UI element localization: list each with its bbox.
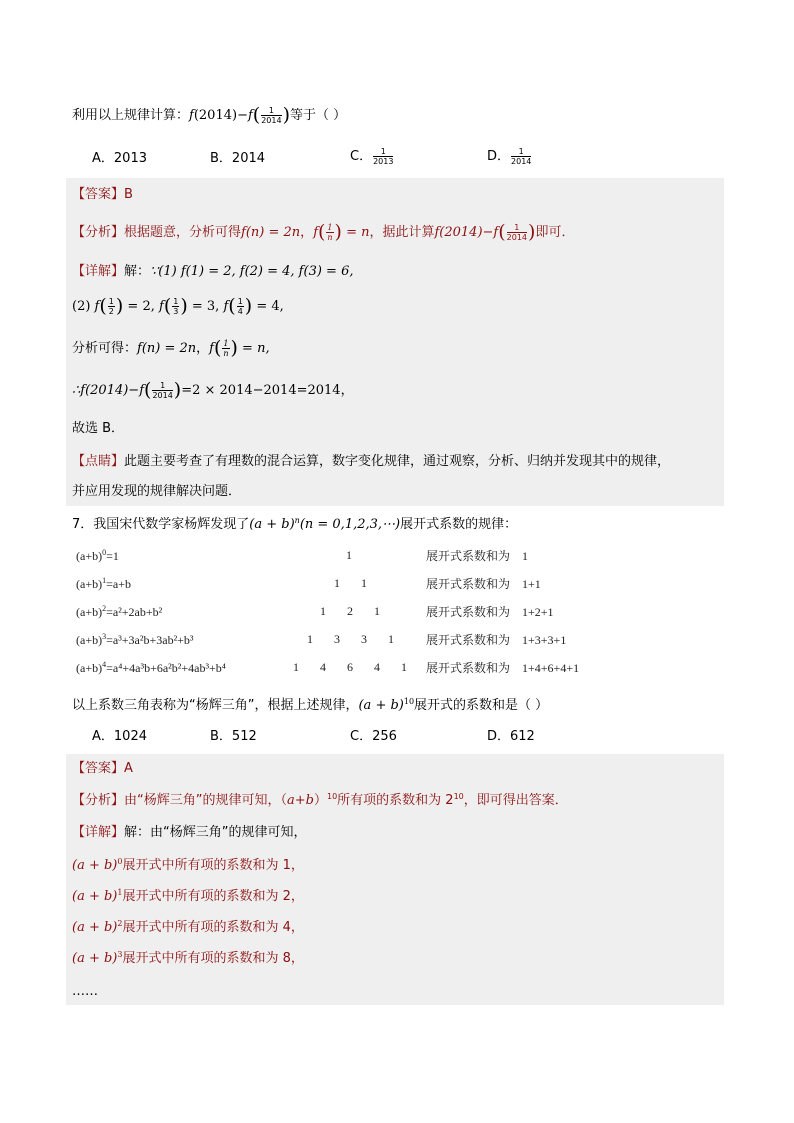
- sum-value: 1+2+1: [522, 605, 554, 619]
- analysis-expr2: f(2014)−f: [434, 225, 499, 240]
- sum-value: 1+1: [522, 577, 541, 591]
- detail-expr: ∵(1) f(1) = 2, f(2) = 4, f(3) = 6,: [150, 264, 354, 279]
- q7-stem-expr: (a + b): [249, 517, 295, 532]
- analysis-expr: a+b: [287, 793, 314, 808]
- q7-stem2-sup: 10: [403, 697, 415, 706]
- q7-stem-expr2: (n = 0,1,2,3,⋯): [299, 517, 401, 532]
- analysis-fraction2: [507, 223, 527, 242]
- sum-label: 展开式系数和为: [426, 605, 511, 619]
- detail-sup: 2: [117, 919, 123, 928]
- q6-stem-end: 等于（ ）: [289, 108, 347, 123]
- analysis-text2: ，据此计算: [369, 225, 435, 240]
- triangle-coefficient: 3: [361, 632, 367, 646]
- frac-den: 2014: [511, 157, 532, 166]
- sum-label: 展开式系数和为: [426, 661, 511, 675]
- frac-num: 1: [261, 106, 281, 116]
- q6-analysis: 【分析】根据题意，分析可得f(n) = 2n，f( $\frac{1}{n}$ ) = n，据此计算f(2014)−f( $\frac{1}{2014}$ )即可．: [72, 221, 575, 243]
- analysis-fraction: [326, 223, 333, 242]
- q6-option-d[interactable]: [487, 147, 532, 167]
- triangle-coefficient: 1: [374, 604, 380, 618]
- detail-text: 分析可得：: [72, 341, 138, 356]
- point-text: 此题主要考查了有理数的混合运算，数字变化规律，通过观察，分析、归纳并发现其中的规律，: [124, 454, 671, 469]
- q7-option-c[interactable]: [350, 727, 397, 747]
- triangle-coefficient: 1: [334, 576, 340, 590]
- point-text: 并应用发现的规律解决问题．: [72, 484, 242, 499]
- option-text: 1024: [113, 729, 147, 744]
- frac-num: 1: [108, 297, 114, 306]
- q7-detail-intro: [72, 823, 307, 843]
- detail-eq: = n,: [237, 341, 270, 356]
- point-tag: 【点睛】: [72, 454, 125, 469]
- option-key: B．: [210, 729, 232, 744]
- frac-den: 4: [237, 307, 243, 316]
- analysis-text2: 所有项的系数和为 2: [337, 793, 454, 808]
- q7-answer: [72, 759, 133, 779]
- q7-stem2-text: 以上系数三角表称为“杨辉三角”，根据上述规律，: [72, 698, 359, 713]
- q7-stem2-expr: (a + b): [358, 698, 404, 713]
- triangle-coefficient: 3: [334, 632, 340, 646]
- tri-exp: 3: [102, 632, 107, 641]
- option-key: A．: [92, 151, 114, 166]
- frac-den: 2014: [152, 391, 173, 400]
- triangle-row-4-sum: [426, 660, 579, 676]
- triangle-coefficient: 1: [320, 604, 326, 618]
- option-key: C．: [350, 729, 373, 744]
- tri-rhs: =a²+2ab+b²: [106, 605, 163, 619]
- q6-option-b[interactable]: [210, 149, 265, 169]
- frac-den: n: [327, 233, 333, 242]
- detail-eq: = 4,: [252, 299, 284, 314]
- analysis-close: ）: [313, 793, 327, 808]
- q6-stem: 利用以上规律计算：f(2014)−f( $\frac{1}{2014}$ )等于（ ）: [72, 104, 347, 126]
- sum-value: 1+3+3+1: [522, 633, 567, 647]
- tri-lhs: (a+b): [76, 605, 103, 619]
- analysis-sup2: 10: [453, 792, 464, 801]
- q6-detail-4: ∴f(2014)−f( $\frac{1}{2014}$ )=2 × 2014−2014=2014，: [72, 379, 354, 401]
- q7-detail-row-3: [72, 949, 304, 969]
- q7-detail-row-1: [72, 887, 304, 907]
- detail-eq: = 2,: [123, 299, 159, 314]
- detail-fraction: [108, 297, 115, 316]
- triangle-row-3-sum: [426, 632, 566, 648]
- detail-f: f: [94, 299, 100, 314]
- q6-stem-f1: f: [189, 108, 194, 123]
- option-fraction: [511, 147, 531, 166]
- option-key: D．: [487, 149, 511, 164]
- analysis-tag: 【分析】: [72, 225, 125, 240]
- frac-den: 2014: [506, 233, 528, 242]
- analysis-sup: 10: [326, 792, 338, 801]
- frac-num: 1: [237, 297, 243, 306]
- detail-text: 展开式中所有项的系数和为 2，: [122, 889, 304, 904]
- sum-value: 1+4+6+4+1: [522, 661, 580, 675]
- triangle-row-1-formula: [76, 576, 131, 592]
- sum-label: 展开式系数和为: [426, 577, 511, 591]
- frac-den: 2013: [373, 157, 394, 166]
- frac-den: 2014: [261, 116, 282, 125]
- q7-ellipsis: [72, 982, 98, 1002]
- frac-num: 1: [173, 297, 179, 306]
- detail-sup: 1: [117, 888, 123, 897]
- q7-detail-row-0: [72, 856, 304, 876]
- tri-lhs: (a+b): [76, 633, 103, 647]
- sum-value: 1: [522, 549, 529, 563]
- detail-conclusion: 故选 B．: [72, 421, 125, 436]
- q6-detail-5: [72, 419, 124, 439]
- q7-detail-row-2: [72, 918, 304, 938]
- tri-rhs: =a⁴+4a³b+6a²b²+4ab³+b⁴: [106, 661, 226, 675]
- frac-num: 1: [373, 147, 393, 157]
- q6-detail-1: [72, 262, 353, 282]
- detail-text: 解：由“杨辉三角”的规律可知，: [124, 825, 307, 840]
- q7-stem2-end: 展开式的系数和是（ ）: [414, 698, 549, 713]
- tri-lhs: (a+b): [76, 577, 103, 591]
- triangle-row-1-sum: [426, 576, 541, 592]
- triangle-coefficient: 4: [374, 660, 380, 674]
- q7-option-d[interactable]: [487, 727, 535, 747]
- answer-value: A: [124, 761, 133, 776]
- triangle-row-2-formula: [76, 604, 162, 620]
- frac-num: 1: [511, 147, 531, 157]
- triangle-coefficient: 1: [361, 576, 367, 590]
- frac-num: 1: [327, 223, 333, 232]
- option-fraction: [373, 147, 393, 166]
- analysis-end: 即可．: [535, 225, 575, 240]
- q6-stem-fraction: [261, 106, 281, 125]
- tri-rhs: =1: [106, 549, 119, 563]
- detail-f: f: [209, 341, 214, 356]
- frac-den: 3: [173, 307, 179, 316]
- q7-stem: [72, 515, 517, 535]
- q7-analysis: [72, 791, 568, 811]
- tri-lhs: (a+b): [76, 661, 103, 675]
- triangle-coefficient: 1: [293, 660, 299, 674]
- option-key: C．: [350, 149, 373, 164]
- detail-tag: 【详解】: [72, 825, 125, 840]
- frac-num: 1: [507, 223, 527, 233]
- q6-detail-3: 分析可得：f(n) = 2n，f( $\frac{1}{n}$ ) = n,: [72, 337, 270, 359]
- tri-exp: 4: [102, 660, 107, 669]
- detail-fraction: [222, 339, 229, 358]
- ellipsis-text: ……: [72, 984, 98, 999]
- detail-text: 解：: [124, 264, 151, 279]
- detail-fraction: [237, 297, 244, 316]
- triangle-coefficient: 2: [347, 604, 353, 618]
- analysis-end: ，即可得出答案．: [463, 793, 568, 808]
- triangle-row-0-formula: [76, 548, 119, 564]
- triangle-coefficient: 1: [307, 632, 313, 646]
- detail-text: 展开式中所有项的系数和为 1，: [122, 858, 304, 873]
- detail-expr: (a + b): [72, 951, 118, 966]
- triangle-coefficient: 1: [346, 548, 352, 562]
- detail-expr: ∴f(2014)−f: [72, 383, 145, 398]
- frac-den: 2: [108, 307, 114, 316]
- answer-tag: 【答案】: [72, 187, 125, 202]
- answer-value: B: [124, 187, 133, 202]
- detail-sup: 0: [117, 857, 123, 866]
- option-text: 2014: [231, 151, 266, 166]
- sum-label: 展开式系数和为: [426, 633, 511, 647]
- q6-stem-text: 利用以上规律计算：: [72, 108, 190, 123]
- analysis-f: f: [313, 225, 318, 240]
- q7-stem-text: 7．我国宋代数学家杨辉发现了: [72, 517, 250, 532]
- triangle-coefficient: 1: [388, 632, 394, 646]
- q7-option-b[interactable]: [210, 727, 257, 747]
- analysis-comma: ，: [300, 225, 314, 240]
- triangle-coefficient: 4: [320, 660, 326, 674]
- analysis-expr: f(n) = 2n: [241, 225, 301, 240]
- detail-result: =2 × 2014−2014=2014，: [181, 383, 354, 398]
- q7-option-a[interactable]: [92, 727, 147, 747]
- option-text: 256: [372, 729, 397, 744]
- detail-text: 展开式中所有项的系数和为 4，: [122, 920, 304, 935]
- detail-sup: 3: [117, 950, 123, 959]
- q6-option-c[interactable]: [350, 147, 394, 167]
- answer-tag: 【答案】: [72, 761, 125, 776]
- tri-exp: 0: [102, 548, 107, 557]
- q6-stem-2014: (2014): [193, 108, 238, 123]
- tri-exp: 1: [102, 576, 107, 585]
- analysis-text: 由“杨辉三角”的规律可知，（: [124, 793, 287, 808]
- frac-num: 1: [152, 381, 172, 391]
- tri-lhs: (a+b): [76, 549, 103, 563]
- option-text: 512: [231, 729, 257, 744]
- analysis-tag: 【分析】: [72, 793, 125, 808]
- analysis-text: 根据题意，分析可得: [124, 225, 242, 240]
- q7-stem-2: [72, 696, 548, 716]
- q6-detail-2: (2) f( $\frac{1}{2}$ ) = 2, f( $\frac{1}{3}$ ) = 3, f( $\frac{1}{4}$ ) = 4,: [72, 295, 284, 317]
- q7-stem-sup: n: [294, 516, 300, 525]
- detail-comma: ，: [196, 341, 210, 356]
- frac-num: 1: [223, 339, 229, 348]
- tri-rhs: =a+b: [106, 577, 131, 591]
- triangle-row-4-formula: [76, 660, 226, 676]
- q7-stem-end: 展开式系数的规律：: [400, 517, 518, 532]
- triangle-row-2-sum: [426, 604, 554, 620]
- q6-point-2: [72, 482, 241, 502]
- option-text: 2013: [113, 151, 147, 166]
- detail-eq: = 3,: [187, 299, 224, 314]
- detail-f: f: [223, 299, 229, 314]
- detail-expr: f(n) = 2n: [137, 341, 197, 356]
- tri-exp: 2: [102, 604, 107, 613]
- q6-point-1: [72, 452, 670, 472]
- option-text: 612: [510, 729, 535, 744]
- tri-rhs: =a³+3a²b+3ab²+b³: [106, 633, 194, 647]
- detail-expr: (a + b): [72, 858, 118, 873]
- frac-den: n: [223, 349, 229, 358]
- q6-option-a[interactable]: [92, 149, 147, 169]
- q6-stem-minus: −: [237, 108, 248, 123]
- q6-answer: [72, 185, 133, 205]
- analysis-eq: = n: [341, 225, 370, 240]
- detail-fraction: [172, 297, 179, 316]
- detail-fraction: [152, 381, 172, 400]
- triangle-coefficient: 1: [401, 660, 407, 674]
- detail-text: 展开式中所有项的系数和为 8，: [122, 951, 304, 966]
- detail-f: f: [159, 299, 164, 314]
- detail-pre: (2): [72, 299, 95, 314]
- triangle-row-3-formula: [76, 632, 194, 648]
- triangle-row-0-sum: [426, 548, 528, 564]
- detail-expr: (a + b): [72, 920, 118, 935]
- option-key: A．: [92, 729, 114, 744]
- option-key: B．: [210, 151, 232, 166]
- detail-expr: (a + b): [72, 889, 118, 904]
- sum-label: 展开式系数和为: [426, 549, 511, 563]
- triangle-coefficient: 6: [347, 660, 353, 674]
- q6-stem-f2: f: [247, 108, 253, 123]
- option-key: D．: [487, 729, 511, 744]
- detail-tag: 【详解】: [72, 264, 125, 279]
